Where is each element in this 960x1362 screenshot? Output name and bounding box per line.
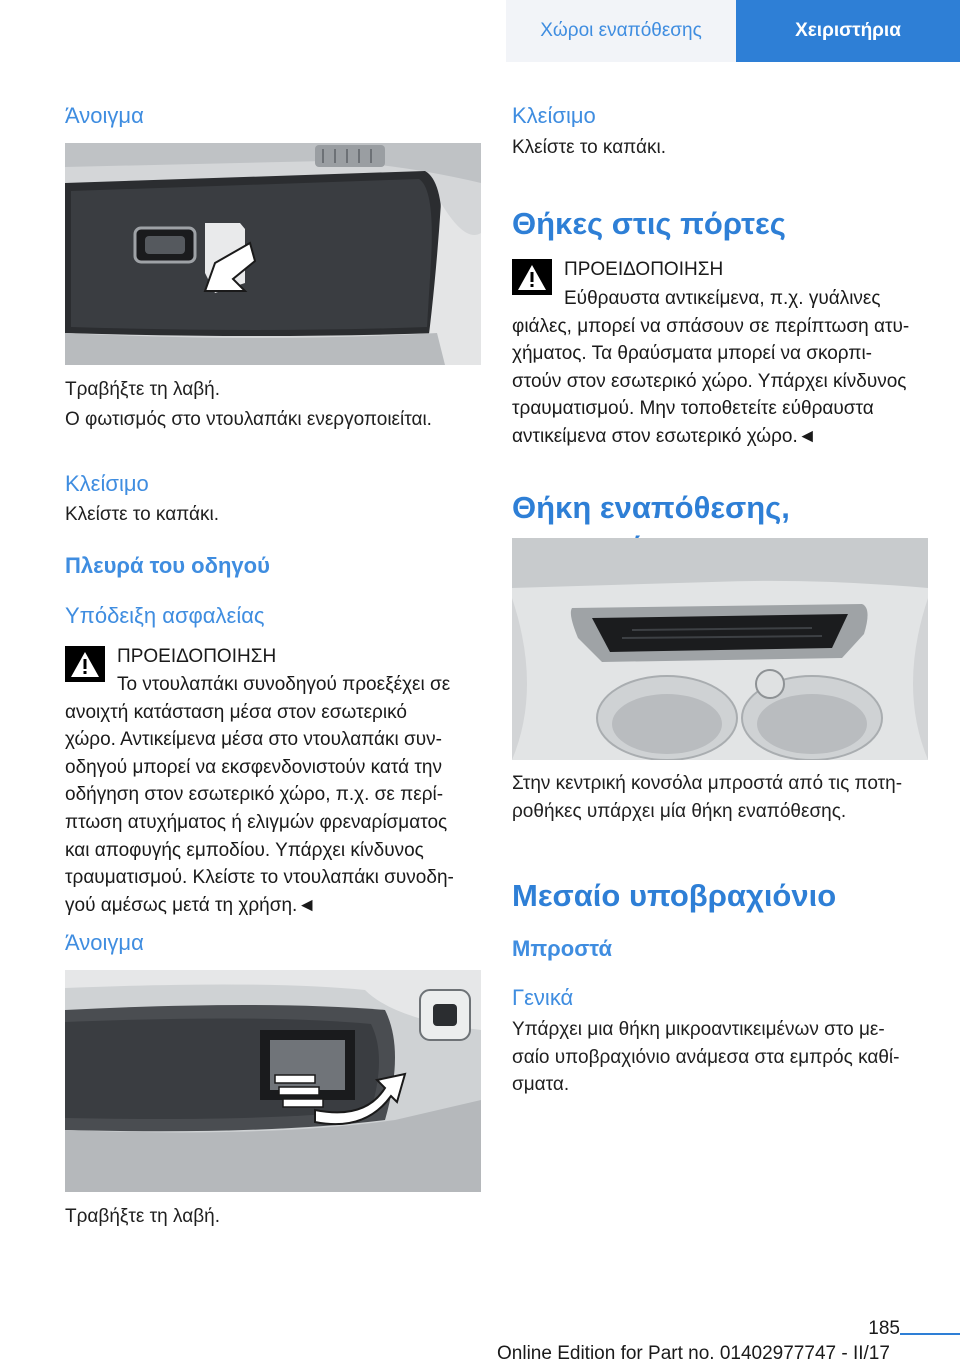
footer-rule bbox=[900, 1333, 960, 1335]
warning-text bbox=[512, 285, 928, 451]
general-heading: Γενικά bbox=[512, 985, 574, 1010]
warning-line: χήματος. Τα θραύσματα μπορεί να σκορπι‐ bbox=[512, 343, 872, 365]
console-text bbox=[512, 770, 928, 825]
warning-line: γού αμέσως μετά τη χρήση.◄ bbox=[65, 894, 317, 916]
section-tab[interactable]: Χώροι εναπόθεσης bbox=[506, 0, 736, 62]
warning-label: ΠΡΟΕΙΔΟΠΟΙΗΣΗ bbox=[564, 259, 724, 280]
warning-line: φιάλες, μπορεί να σπάσουν σε περίπτωση ατυ‐ bbox=[512, 315, 910, 337]
pull-handle-text: Τραβήξτε τη λαβή. bbox=[65, 379, 220, 400]
front-heading: Μπροστά bbox=[512, 936, 612, 961]
page-number: 185 bbox=[868, 1318, 900, 1339]
general-line: Υπάρχει μια θήκη μικροαντικειμένων στο με‐ bbox=[512, 1019, 885, 1040]
console-line: ροθήκες υπάρχει μία θήκη εναπόθεσης. bbox=[512, 800, 847, 822]
console-tray-photo bbox=[512, 538, 928, 760]
door-pockets-heading: Θήκες στις πόρτες bbox=[512, 206, 786, 241]
front-tray-heading: Θήκη εναπόθεσης, bbox=[512, 490, 790, 525]
warning-label: ΠΡΟΕΙΔΟΠΟΙΗΣΗ bbox=[117, 646, 277, 667]
pull-handle-text-2: Τραβήξτε τη λαβή. bbox=[65, 1206, 220, 1227]
closing-heading-right: Κλείσιμο bbox=[512, 103, 596, 128]
warning-line: τραυματισμού. Μην τοποθετείτε εύθραυστα bbox=[512, 398, 874, 420]
general-line: σματα. bbox=[512, 1074, 570, 1096]
warning-line: Εύθραυστα αντικείμενα, π.χ. γυάλινες bbox=[564, 288, 881, 309]
edition-text: Online Edition for Part no. 01402977747 - II/17 bbox=[497, 1343, 890, 1362]
warning-line: ανοιχτή κατάσταση μέσα στον εσωτερικό bbox=[65, 701, 407, 723]
console-line: Στην κεντρική κονσόλα μπροστά από τις ποτη‐ bbox=[512, 773, 903, 794]
warning-text bbox=[65, 671, 481, 919]
warning-line: οδηγού μπορεί να εκσφενδονιστούν κατά την bbox=[65, 756, 442, 778]
warning-line: οδήγηση στον εσωτερικό χώρο, π.χ. σε περί‐ bbox=[65, 784, 444, 806]
warning-line: και αποφυγής εμποδίου. Υπάρχει κίνδυνος bbox=[65, 839, 424, 861]
warning-line: αντικείμενα στον εσωτερικό χώρο.◄ bbox=[512, 425, 817, 447]
driver-compartment-photo bbox=[65, 970, 481, 1192]
safety-heading: Υπόδειξη ασφαλείας bbox=[65, 603, 265, 628]
warning-line: τραυματισμού. Κλείστε το ντουλαπάκι συνοδη‐ bbox=[65, 867, 454, 889]
closing-heading: Κλείσιμο bbox=[65, 471, 149, 496]
closing-text-right: Κλείστε το καπάκι. bbox=[512, 137, 667, 158]
armrest-heading: Μεσαίο υποβραχιόνιο bbox=[512, 878, 837, 913]
driver-side-heading: Πλευρά του οδηγού bbox=[65, 553, 270, 578]
opening-heading: Άνοιγμα bbox=[65, 103, 144, 128]
warning-line: πτωση ατυχήματος ή ελιγμών φρεναρίσματος bbox=[65, 811, 448, 833]
page-header bbox=[506, 0, 960, 62]
warning-line: Το ντουλαπάκι συνοδηγού προεξέχει σε bbox=[117, 674, 451, 695]
general-text bbox=[512, 1016, 928, 1099]
chapter-tab[interactable]: Χειριστήρια bbox=[736, 0, 960, 62]
warning-line: χώρο. Αντικείμενα μέσα στο ντουλαπάκι συν‐ bbox=[65, 729, 442, 751]
glovebox-open-photo bbox=[65, 143, 481, 365]
general-line: σαίο υποβραχιόνιο ανάμεσα στα εμπρός καθί‐ bbox=[512, 1046, 900, 1068]
warning-line: στούν στον εσωτερικό χώρο. Υπάρχει κίνδυνος bbox=[512, 370, 907, 392]
closing-text: Κλείστε το καπάκι. bbox=[65, 504, 220, 525]
opening-heading-2: Άνοιγμα bbox=[65, 930, 144, 955]
light-on-text: Ο φωτισμός στο ντουλαπάκι ενεργοποιείται. bbox=[65, 409, 432, 430]
